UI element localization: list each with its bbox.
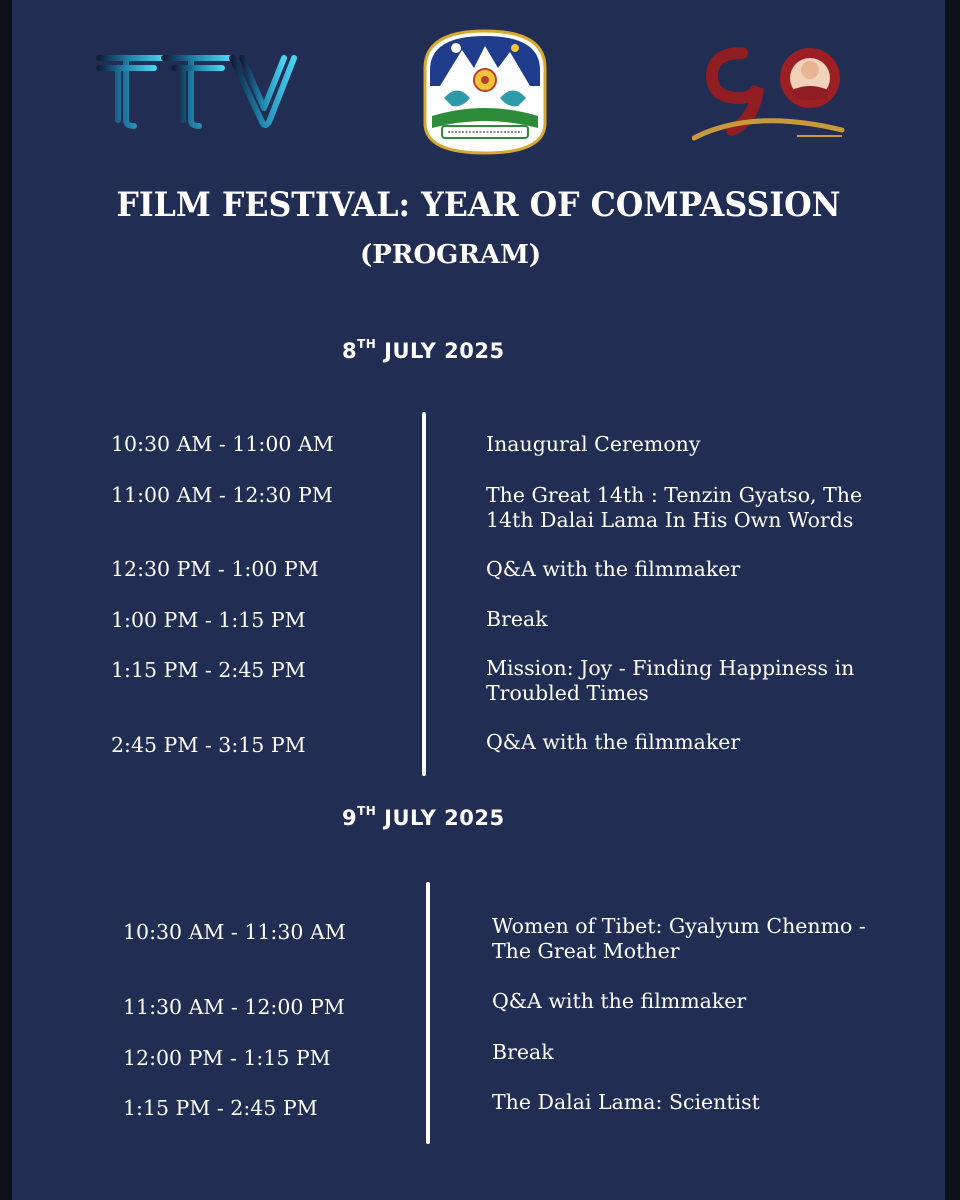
day-1-date-rest: JULY 2025 [376,339,505,363]
day-2-event-3: Break [492,1040,554,1064]
tibetan-emblem-logo [422,28,548,156]
day-1-date-suffix: TH [357,337,377,351]
day-2-time-2: 11:30 AM - 12:00 PM [123,995,345,1019]
day-2-event-2: Q&A with the filmmaker [492,989,747,1013]
day-1-date-number: 8 [342,339,358,363]
day-2-divider [426,882,430,1144]
festival-title: FILM FESTIVAL: YEAR OF COMPASSION [116,185,841,225]
day-1-event-1: Inaugural Ceremony [486,432,701,456]
day-2-time-4: 1:15 PM - 2:45 PM [123,1096,318,1120]
day-1-event-6: Q&A with the filmmaker [486,730,741,754]
day-1-time-2: 11:00 AM - 12:30 PM [111,483,333,507]
day-1-time-4: 1:00 PM - 1:15 PM [111,608,306,632]
day-2-event-1: Women of Tibet: Gyalyum Chenmo - The Great Mother [492,914,866,963]
day-2-event-4: The Dalai Lama: Scientist [492,1090,760,1114]
year-of-compassion-90-logo [692,38,852,148]
day-1-event-3: Q&A with the filmmaker [486,557,741,581]
day-1-time-1: 10:30 AM - 11:00 AM [111,432,334,456]
program-subtitle: (PROGRAM) [360,240,542,270]
day-1-event-2: The Great 14th : Tenzin Gyatso, The 14th Dalai Lama In His Own Words [486,483,863,532]
day-1-time-6: 2:45 PM - 3:15 PM [111,733,306,757]
day-1-time-3: 12:30 PM - 1:00 PM [111,557,319,581]
day-2-date-rest: JULY 2025 [376,806,505,830]
day-1-divider [422,412,426,776]
day-2-date-number: 9 [342,806,358,830]
day-1-event-5: Mission: Joy - Finding Happiness in Troubled Times [486,656,855,705]
program-poster [12,0,945,1200]
day-2-date-suffix: TH [357,804,377,818]
day-2-time-3: 12:00 PM - 1:15 PM [123,1046,331,1070]
day-1-event-4: Break [486,607,548,631]
day-1-time-5: 1:15 PM - 2:45 PM [111,658,306,682]
day-2-time-1: 10:30 AM - 11:30 AM [123,920,346,944]
day-1-date [342,339,505,363]
day-2-date [342,806,505,830]
ttv-logo [94,50,299,132]
